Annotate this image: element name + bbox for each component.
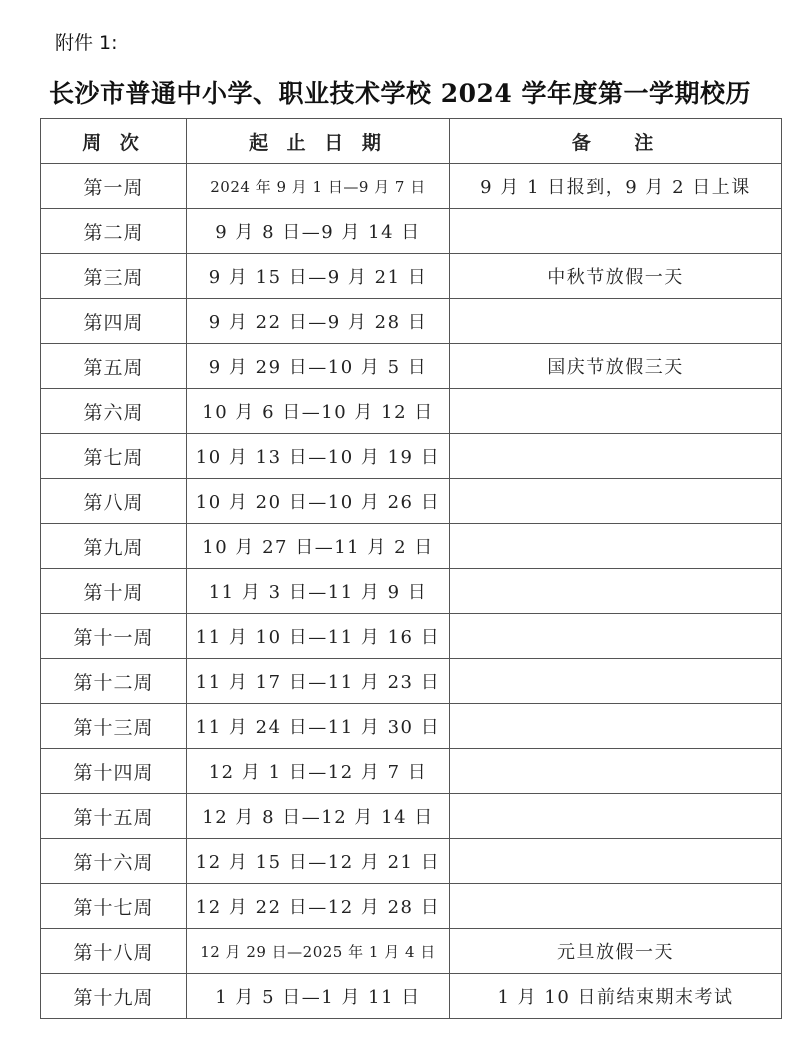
note-cell — [450, 434, 782, 479]
dates-cell: 11 月 24 日—11 月 30 日 — [187, 704, 450, 749]
note-cell — [450, 524, 782, 569]
dates-cell: 12 月 1 日—12 月 7 日 — [187, 749, 450, 794]
note-cell: 元旦放假一天 — [450, 929, 782, 974]
dates-cell: 10 月 20 日—10 月 26 日 — [187, 479, 450, 524]
table-row — [41, 614, 782, 659]
table-row — [41, 704, 782, 749]
school-calendar-table — [40, 118, 782, 1019]
dates-cell: 10 月 6 日—10 月 12 日 — [187, 389, 450, 434]
note-cell — [450, 299, 782, 344]
table-row — [41, 164, 782, 209]
week-cell: 第十一周 — [41, 614, 187, 659]
week-cell: 第五周 — [41, 344, 187, 389]
week-cell: 第十三周 — [41, 704, 187, 749]
header-dates: 起 止 日 期 — [187, 119, 450, 164]
dates-cell: 1 月 5 日—1 月 11 日 — [187, 974, 450, 1019]
table-row — [41, 344, 782, 389]
note-cell — [450, 839, 782, 884]
note-cell: 1 月 10 日前结束期末考试 — [450, 974, 782, 1019]
week-cell: 第十五周 — [41, 794, 187, 839]
header-notes: 备 注 — [450, 119, 782, 164]
dates-cell: 10 月 13 日—10 月 19 日 — [187, 434, 450, 479]
table-row — [41, 659, 782, 704]
table-row — [41, 479, 782, 524]
table-row — [41, 569, 782, 614]
table-row — [41, 254, 782, 299]
week-cell: 第十六周 — [41, 839, 187, 884]
note-cell — [450, 794, 782, 839]
dates-cell: 12 月 22 日—12 月 28 日 — [187, 884, 450, 929]
note-cell: 国庆节放假三天 — [450, 344, 782, 389]
table-row — [41, 839, 782, 884]
table-row — [41, 299, 782, 344]
week-cell: 第十八周 — [41, 929, 187, 974]
note-cell — [450, 569, 782, 614]
table-row — [41, 524, 782, 569]
note-cell — [450, 704, 782, 749]
dates-cell: 12 月 15 日—12 月 21 日 — [187, 839, 450, 884]
week-cell: 第六周 — [41, 389, 187, 434]
week-cell: 第一周 — [41, 164, 187, 209]
dates-cell: 9 月 15 日—9 月 21 日 — [187, 254, 450, 299]
table-row — [41, 389, 782, 434]
week-cell: 第七周 — [41, 434, 187, 479]
note-cell — [450, 614, 782, 659]
week-cell: 第九周 — [41, 524, 187, 569]
dates-cell: 10 月 27 日—11 月 2 日 — [187, 524, 450, 569]
note-cell — [450, 884, 782, 929]
attachment-label: 附件 1: — [55, 32, 118, 54]
week-cell: 第八周 — [41, 479, 187, 524]
dates-cell: 2024 年 9 月 1 日—9 月 7 日 — [187, 164, 450, 209]
week-cell: 第四周 — [41, 299, 187, 344]
week-cell: 第十九周 — [41, 974, 187, 1019]
dates-cell: 12 月 8 日—12 月 14 日 — [187, 794, 450, 839]
header-week: 周 次 — [41, 119, 187, 164]
table-row — [41, 929, 782, 974]
week-cell: 第十七周 — [41, 884, 187, 929]
table-row — [41, 794, 782, 839]
table-header-row — [41, 119, 782, 164]
table-row — [41, 974, 782, 1019]
note-cell — [450, 479, 782, 524]
week-cell: 第十周 — [41, 569, 187, 614]
dates-cell: 9 月 22 日—9 月 28 日 — [187, 299, 450, 344]
note-cell — [450, 209, 782, 254]
note-cell: 中秋节放假一天 — [450, 254, 782, 299]
dates-cell: 12 月 29 日—2025 年 1 月 4 日 — [187, 929, 450, 974]
table-row — [41, 209, 782, 254]
note-cell — [450, 749, 782, 794]
note-cell: 9 月 1 日报到，9 月 2 日上课 — [450, 164, 782, 209]
dates-cell: 9 月 29 日—10 月 5 日 — [187, 344, 450, 389]
table-row — [41, 884, 782, 929]
week-cell: 第二周 — [41, 209, 187, 254]
dates-cell: 11 月 3 日—11 月 9 日 — [187, 569, 450, 614]
week-cell: 第十二周 — [41, 659, 187, 704]
table-row — [41, 749, 782, 794]
document-title: 长沙市普通中小学、职业技术学校 2024 学年度第一学期校历 — [49, 79, 751, 108]
table-row — [41, 434, 782, 479]
week-cell: 第三周 — [41, 254, 187, 299]
dates-cell: 11 月 17 日—11 月 23 日 — [187, 659, 450, 704]
dates-cell: 9 月 8 日—9 月 14 日 — [187, 209, 450, 254]
dates-cell: 11 月 10 日—11 月 16 日 — [187, 614, 450, 659]
note-cell — [450, 659, 782, 704]
note-cell — [450, 389, 782, 434]
week-cell: 第十四周 — [41, 749, 187, 794]
